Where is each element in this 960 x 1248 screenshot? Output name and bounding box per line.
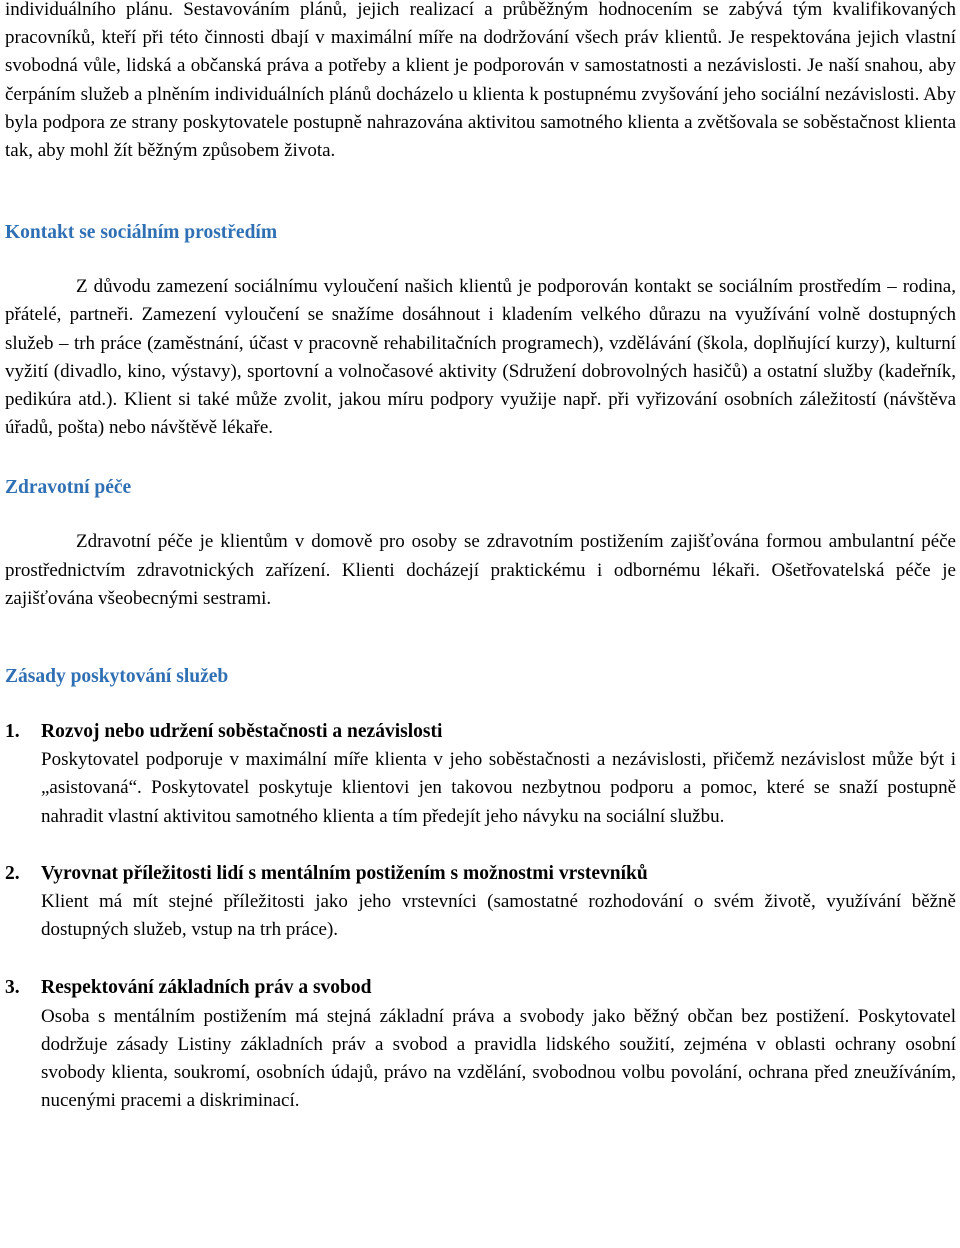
principle-title-row — [5, 974, 956, 1002]
principle-text: Poskytovatel podporuje v maximální míře klienta v jeho soběstačnosti a nezávislosti, přičemž nezávislost může být i „asistovaná“. Poskytovatel poskytuje klientovi jen takovou nezbytnou podporu a pomoc, které se snaží postupně nahradit vlastní aktivitou samotného klienta a tím předejít jeho návyku na sociální službu. — [41, 749, 956, 827]
heading-kontakt: Kontakt se sociálním prostředím — [5, 222, 278, 244]
principle-number: 3. — [5, 977, 20, 999]
intro-paragraph: individuálního plánu. Sestavováním plánů, jejich realizací a průběžným hodnocením se zabývá tým kvalifikovaných pracovníků, kteří při této činnosti dbají v maximální míře na dodržování všech práv klientů. Je respektována jejich vlastní svobodná vůle, lidská a občanská práva a potřeby a klient je podporován v samostatnosti a nezávislosti. Je naší snahou, aby čerpáním služeb a plněním individuálních plánů docházelo u klienta k postupnému zvyšování jeho sociální nezávislosti. Aby byla podpora ze strany poskytovatele postupně nahrazována aktivitou samotného klienta a zvětšovala se soběstačnost klienta tak, aby mohl žít běžným způsobem života. — [5, 0, 956, 162]
principle-number: 1. — [5, 721, 20, 743]
paragraph-zdravotni-pece: Zdravotní péče je klientům v domově pro osoby se zdravotním postižením zajišťována formou ambulantní péče prostřednictvím zdravotnických zařízení. Klienti docházejí praktickému i odbornému lékaři. Ošetřovatelská péče je zajišťována všeobecnými sestrami. — [5, 531, 956, 609]
principle-title: Respektování základních práv a svobod — [41, 977, 372, 999]
paragraph-kontakt: Z důvodu zamezení sociálnímu vyloučení našich klientů je podporován kontakt se sociálním prostředím – rodina, přátelé, partneři. Zamezení vyloučení se snažíme dosáhnout i kladením velkého důrazu na využívání volně dostupných služeb – trh práce (zaměstnání, účast v pracovně rehabilitačních programech), vzdělávání (škola, doplňující kurzy), kulturní vyžití (divadlo, kino, výstavy), sportovní a volnočasové aktivity (Sdružení dobrovolných hasičů) a ostatní služby (kadeřník, pedikúra atd.). Klient si také může zvolit, jakou míru podpory využije např. při vyřizování osobních záležitostí (návštěva úřadů, pošta) nebo návštěvě lékaře. — [5, 276, 956, 439]
principle-title-row — [5, 860, 956, 888]
principle-item — [5, 718, 956, 831]
principle-item — [5, 974, 956, 1115]
heading-zdravotni-pece: Zdravotní péče — [5, 477, 132, 499]
principle-number: 2. — [5, 862, 20, 884]
principle-title: Vyrovnat příležitosti lidí s mentálním postižením s možnostmi vrstevníků — [41, 862, 648, 884]
principle-text: Osoba s mentálním postižením má stejná základní práva a svobody jako běžný občan bez postižení. Poskytovatel dodržuje zásady Listiny základních práv a svobod a pravidla lidského soužití, zejména v oblasti ochrany osobní svobody klienta, soukromí, osobních údajů, právo na vzdělání, svobodnou volbu povolání, ochrana před zneužíváním, nucenými pracemi a diskriminací. — [41, 1005, 956, 1112]
document-page — [5, 0, 956, 1115]
principle-text: Klient má mít stejné příležitosti jako jeho vrstevníci (samostatné rozhodování o svém životě, využívání běžně dostupných služeb, vstup na trh práce). — [41, 891, 956, 941]
heading-zasady: Zásady poskytování služeb — [5, 666, 229, 688]
principle-title: Rozvoj nebo udržení soběstačnosti a nezávislosti — [41, 721, 443, 743]
principle-title-row — [5, 718, 956, 746]
principle-item — [5, 860, 956, 945]
